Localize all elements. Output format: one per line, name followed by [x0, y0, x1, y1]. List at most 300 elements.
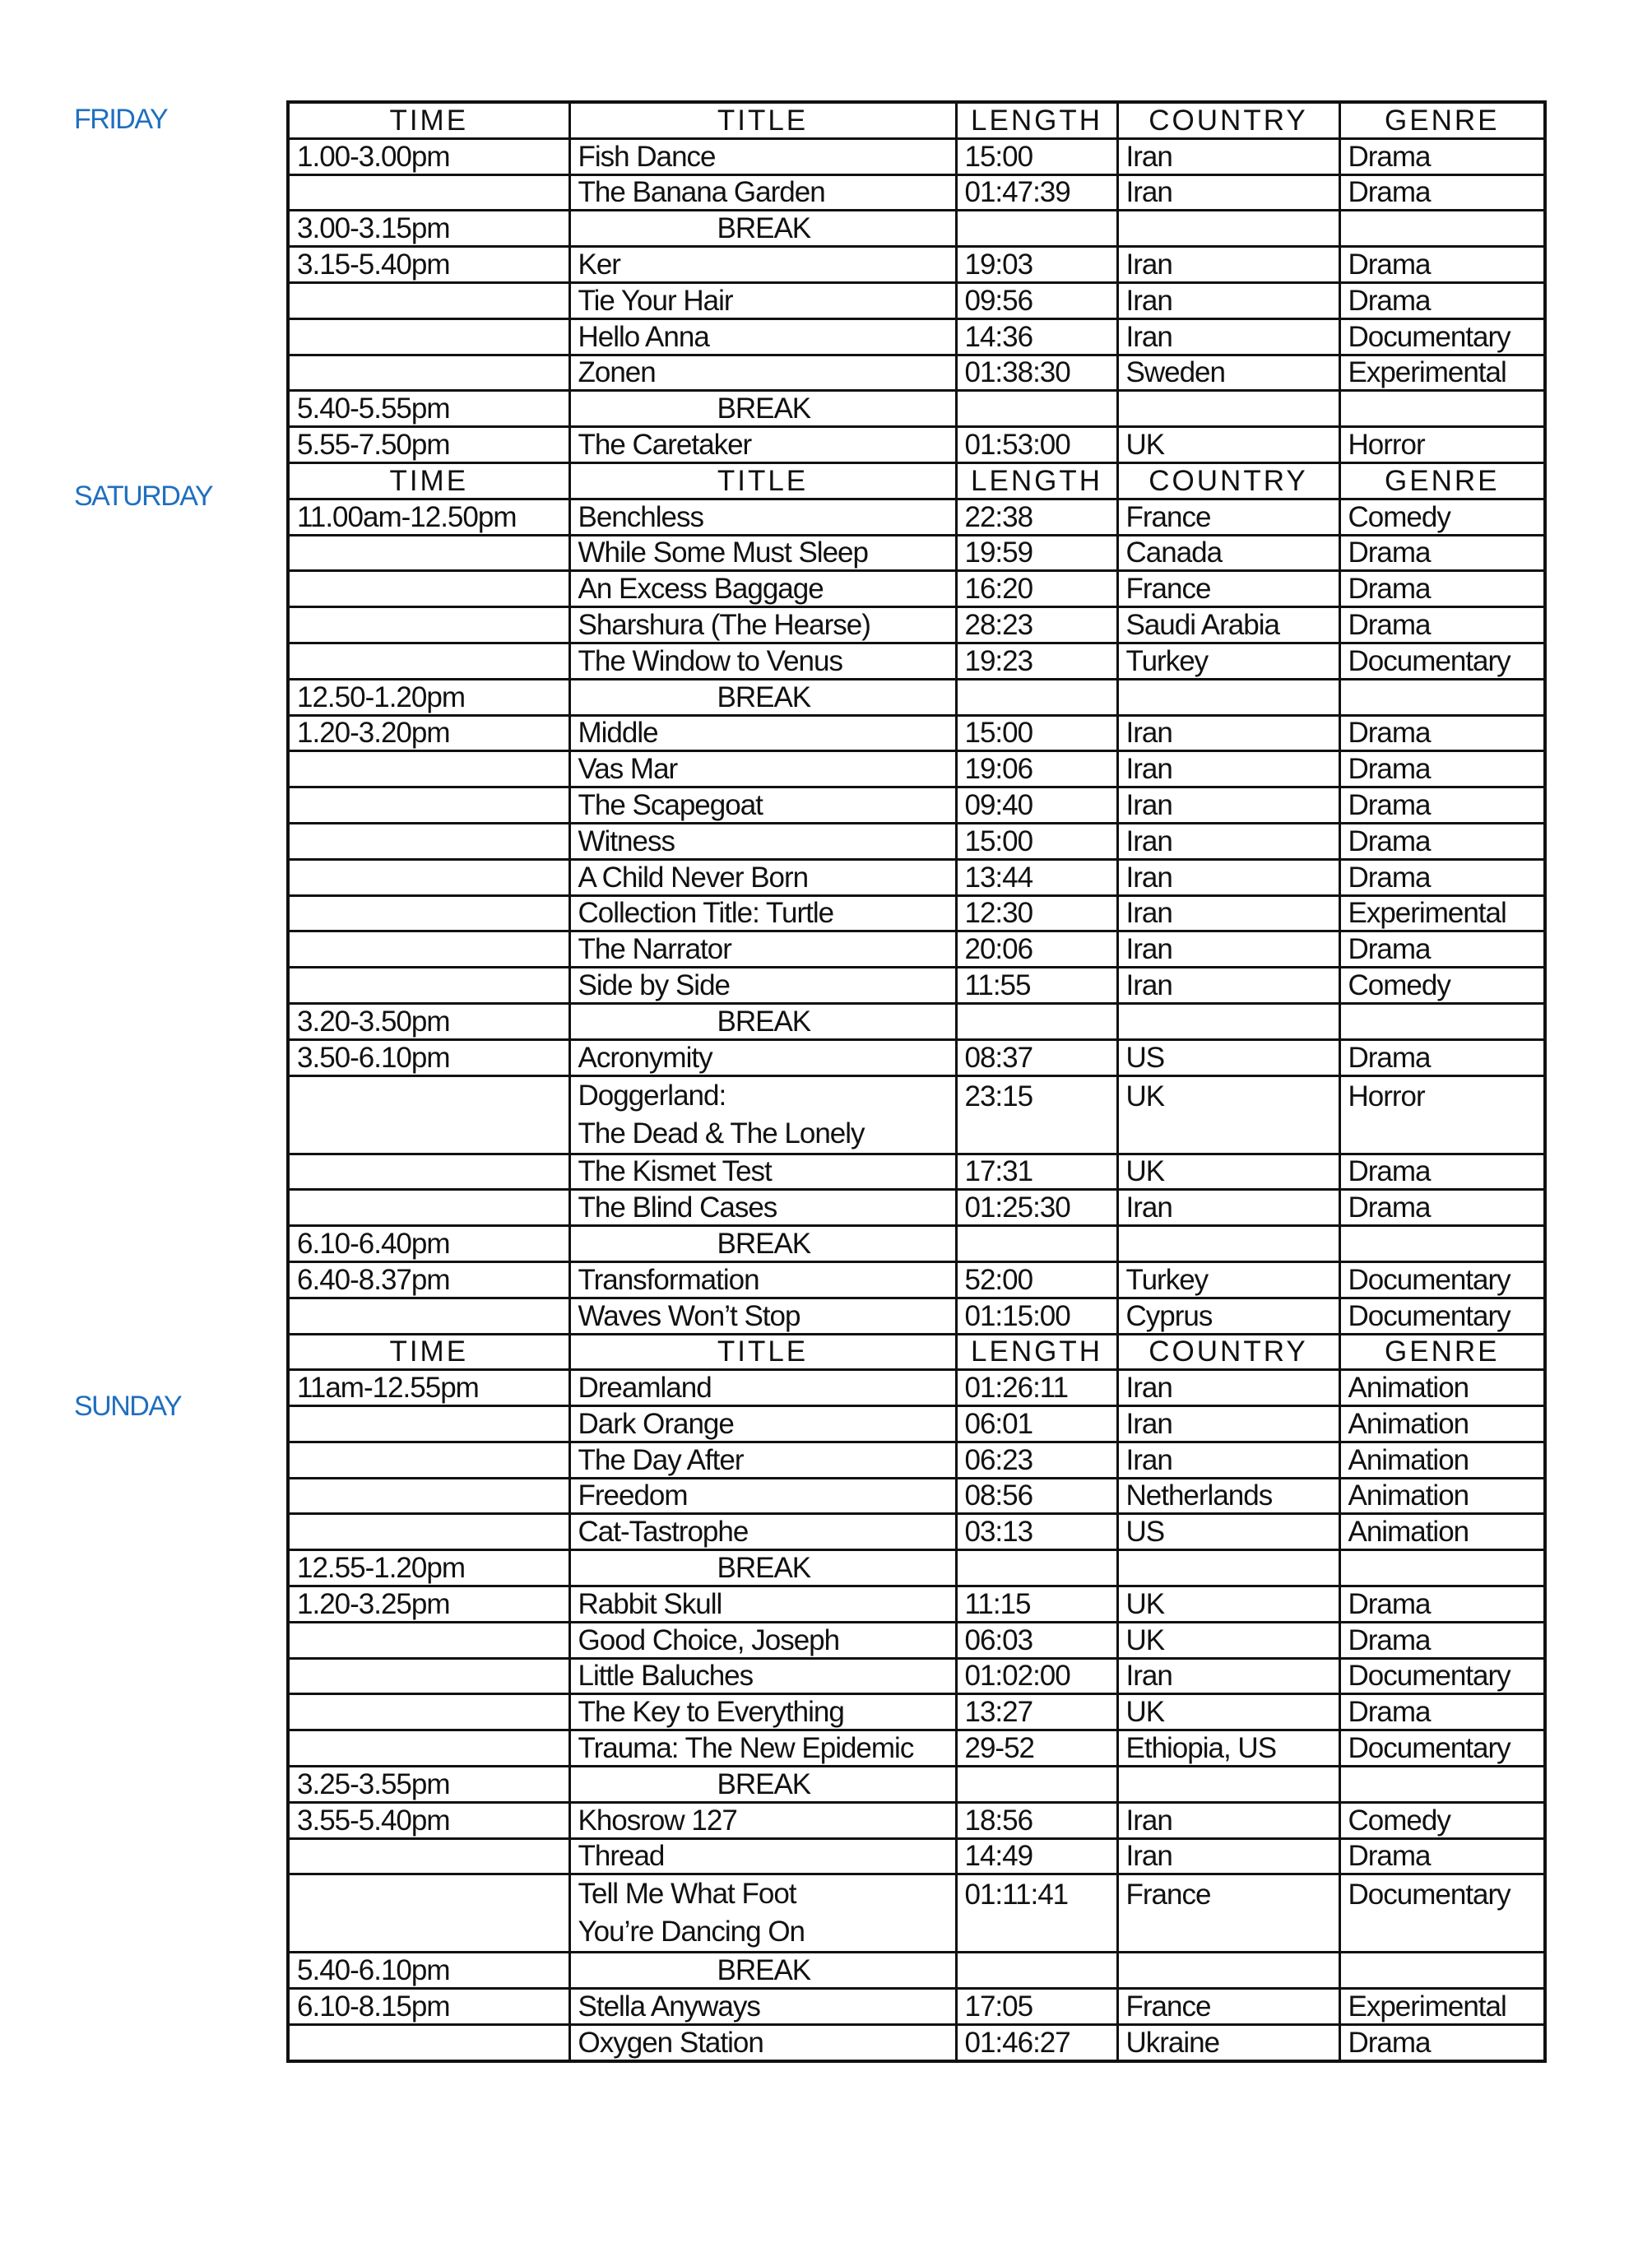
genre-cell: Comedy [1339, 1802, 1545, 1838]
genre-cell: Drama [1339, 1154, 1545, 1190]
time-cell: 3.55-5.40pm [288, 1802, 569, 1838]
table-row [288, 355, 1545, 391]
genre-cell [1339, 1226, 1545, 1262]
country-cell: Ethiopia, US [1117, 1730, 1339, 1767]
title-line: You’re Dancing On [578, 1916, 805, 1948]
country-cell: Cyprus [1117, 1298, 1339, 1334]
table-row [288, 1478, 1545, 1514]
length-cell [956, 1003, 1117, 1039]
title-cell: Good Choice, Joseph [569, 1622, 956, 1658]
header-genre: GENRE [1339, 102, 1545, 138]
break-row [288, 1767, 1545, 1803]
header-row-sunday [288, 1334, 1545, 1370]
time-cell [288, 1190, 569, 1226]
length-cell [956, 211, 1117, 247]
length-cell [956, 1767, 1117, 1803]
length-cell: 14:49 [956, 1838, 1117, 1874]
length-cell: 09:56 [956, 282, 1117, 318]
country-cell: Iran [1117, 859, 1339, 895]
table-row [288, 1039, 1545, 1075]
country-cell: Iran [1117, 895, 1339, 931]
table-row [288, 1406, 1545, 1442]
title-cell: While Some Must Sleep [569, 535, 956, 571]
length-cell: 14:36 [956, 318, 1117, 355]
table-row [288, 931, 1545, 968]
table-row [288, 607, 1545, 643]
time-cell: 1.20-3.25pm [288, 1586, 569, 1623]
time-cell [288, 174, 569, 211]
time-cell [288, 1406, 569, 1442]
title-cell: The Scapegoat [569, 787, 956, 824]
genre-cell: Documentary [1339, 1658, 1545, 1694]
genre-cell [1339, 1550, 1545, 1586]
country-cell: Iran [1117, 138, 1339, 174]
genre-cell: Animation [1339, 1478, 1545, 1514]
header-title: TITLE [569, 102, 956, 138]
title-cell: Stella Anyways [569, 1989, 956, 2025]
country-cell: Iran [1117, 282, 1339, 318]
genre-cell [1339, 391, 1545, 427]
genre-cell: Drama [1339, 1586, 1545, 1623]
header-time: TIME [288, 1334, 569, 1370]
time-cell [288, 1298, 569, 1334]
country-cell: Iran [1117, 1838, 1339, 1874]
break-row [288, 679, 1545, 715]
table-row [288, 427, 1545, 463]
table-row [288, 138, 1545, 174]
title-cell: Fish Dance [569, 138, 956, 174]
time-cell [288, 643, 569, 679]
schedule-table [286, 100, 1547, 2063]
genre-cell: Animation [1339, 1514, 1545, 1550]
length-cell: 01:11:41 [956, 1874, 1117, 1953]
length-cell: 03:13 [956, 1514, 1117, 1550]
table-row [288, 968, 1545, 1004]
country-cell: France [1117, 499, 1339, 535]
length-cell: 01:25:30 [956, 1190, 1117, 1226]
title-cell: Khosrow 127 [569, 1802, 956, 1838]
country-cell: Iran [1117, 968, 1339, 1004]
length-cell: 06:23 [956, 1442, 1117, 1478]
time-cell [288, 823, 569, 859]
country-cell: Iran [1117, 715, 1339, 751]
genre-cell: Comedy [1339, 968, 1545, 1004]
title-cell: The Caretaker [569, 427, 956, 463]
table-row [288, 715, 1545, 751]
time-cell [288, 1838, 569, 1874]
country-cell [1117, 1003, 1339, 1039]
table-row [288, 1730, 1545, 1767]
length-cell: 19:59 [956, 535, 1117, 571]
title-cell: Tie Your Hair [569, 282, 956, 318]
length-cell: 15:00 [956, 823, 1117, 859]
title-cell: Waves Won’t Stop [569, 1298, 956, 1334]
time-cell: 5.40-6.10pm [288, 1953, 569, 1989]
title-line: Doggerland: [578, 1079, 726, 1112]
title-cell: BREAK [569, 1003, 956, 1039]
title-cell: The Kismet Test [569, 1154, 956, 1190]
time-cell: 12.50-1.20pm [288, 679, 569, 715]
time-cell [288, 2025, 569, 2061]
genre-cell: Drama [1339, 715, 1545, 751]
title-cell: The Key to Everything [569, 1694, 956, 1730]
genre-cell: Drama [1339, 823, 1545, 859]
length-cell: 52:00 [956, 1261, 1117, 1298]
length-cell: 17:05 [956, 1989, 1117, 2025]
genre-cell: Experimental [1339, 355, 1545, 391]
length-cell [956, 391, 1117, 427]
title-cell: BREAK [569, 211, 956, 247]
country-cell [1117, 391, 1339, 427]
time-cell [288, 571, 569, 607]
genre-cell [1339, 1767, 1545, 1803]
table-row [288, 247, 1545, 283]
length-cell: 06:03 [956, 1622, 1117, 1658]
genre-cell: Horror [1339, 427, 1545, 463]
time-cell [288, 282, 569, 318]
title-cell: BREAK [569, 1953, 956, 1989]
genre-cell: Animation [1339, 1406, 1545, 1442]
time-cell [288, 968, 569, 1004]
length-cell: 23:15 [956, 1075, 1117, 1154]
title-cell: Side by Side [569, 968, 956, 1004]
country-cell: Turkey [1117, 1261, 1339, 1298]
country-cell: Sweden [1117, 355, 1339, 391]
genre-cell: Drama [1339, 787, 1545, 824]
genre-cell: Comedy [1339, 499, 1545, 535]
table-row [288, 1075, 1545, 1154]
country-cell: Iran [1117, 823, 1339, 859]
country-cell: UK [1117, 427, 1339, 463]
table-row [288, 1838, 1545, 1874]
genre-cell: Animation [1339, 1442, 1545, 1478]
length-cell [956, 1953, 1117, 1989]
table-row [288, 1622, 1545, 1658]
genre-cell: Drama [1339, 2025, 1545, 2061]
genre-cell: Documentary [1339, 643, 1545, 679]
table-row [288, 571, 1545, 607]
break-row [288, 1550, 1545, 1586]
time-cell: 3.15-5.40pm [288, 247, 569, 283]
length-cell [956, 1226, 1117, 1262]
table-row [288, 1586, 1545, 1623]
title-cell: Oxygen Station [569, 2025, 956, 2061]
length-cell: 22:38 [956, 499, 1117, 535]
genre-cell: Documentary [1339, 318, 1545, 355]
country-cell: Iran [1117, 318, 1339, 355]
header-length: LENGTH [956, 462, 1117, 499]
genre-cell: Experimental [1339, 1989, 1545, 2025]
genre-cell: Drama [1339, 282, 1545, 318]
table-row [288, 1370, 1545, 1406]
title-cell: An Excess Baggage [569, 571, 956, 607]
country-cell: UK [1117, 1622, 1339, 1658]
length-cell: 08:56 [956, 1478, 1117, 1514]
country-cell [1117, 679, 1339, 715]
table-row [288, 535, 1545, 571]
header-time: TIME [288, 462, 569, 499]
country-cell: Iran [1117, 931, 1339, 968]
time-cell [288, 607, 569, 643]
time-cell [288, 1658, 569, 1694]
table-row [288, 1989, 1545, 2025]
title-cell: Sharshura (The Hearse) [569, 607, 956, 643]
genre-cell [1339, 679, 1545, 715]
time-cell [288, 751, 569, 787]
title-cell: BREAK [569, 1226, 956, 1262]
length-cell: 12:30 [956, 895, 1117, 931]
genre-cell: Documentary [1339, 1298, 1545, 1334]
genre-cell: Drama [1339, 1838, 1545, 1874]
time-cell: 11.00am-12.50pm [288, 499, 569, 535]
genre-cell [1339, 211, 1545, 247]
table-row [288, 1658, 1545, 1694]
time-cell [288, 787, 569, 824]
country-cell: Canada [1117, 535, 1339, 571]
title-cell: Witness [569, 823, 956, 859]
length-cell: 11:15 [956, 1586, 1117, 1623]
time-cell [288, 1694, 569, 1730]
title-cell: Cat-Tastrophe [569, 1514, 956, 1550]
genre-cell: Documentary [1339, 1874, 1545, 1953]
length-cell: 19:23 [956, 643, 1117, 679]
title-cell: The Banana Garden [569, 174, 956, 211]
title-cell: The Blind Cases [569, 1190, 956, 1226]
country-cell: US [1117, 1039, 1339, 1075]
title-cell: Hello Anna [569, 318, 956, 355]
table-row [288, 643, 1545, 679]
country-cell: Turkey [1117, 643, 1339, 679]
time-cell [288, 535, 569, 571]
title-cell [569, 1075, 956, 1154]
header-country: COUNTRY [1117, 1334, 1339, 1370]
title-cell: The Narrator [569, 931, 956, 968]
time-cell: 5.40-5.55pm [288, 391, 569, 427]
header-length: LENGTH [956, 1334, 1117, 1370]
time-cell: 6.10-8.15pm [288, 1989, 569, 2025]
title-cell: Trauma: The New Epidemic [569, 1730, 956, 1767]
country-cell: Iran [1117, 1658, 1339, 1694]
header-genre: GENRE [1339, 1334, 1545, 1370]
header-row-saturday [288, 462, 1545, 499]
genre-cell: Horror [1339, 1075, 1545, 1154]
country-cell [1117, 1953, 1339, 1989]
time-cell: 5.55-7.50pm [288, 427, 569, 463]
time-cell: 1.00-3.00pm [288, 138, 569, 174]
time-cell [288, 1874, 569, 1953]
country-cell: Saudi Arabia [1117, 607, 1339, 643]
country-cell: Iran [1117, 1406, 1339, 1442]
title-cell [569, 1874, 956, 1953]
length-cell: 28:23 [956, 607, 1117, 643]
genre-cell [1339, 1003, 1545, 1039]
table-row [288, 823, 1545, 859]
genre-cell: Drama [1339, 571, 1545, 607]
country-cell: Iran [1117, 787, 1339, 824]
time-cell [288, 895, 569, 931]
country-cell: France [1117, 1874, 1339, 1953]
title-cell: BREAK [569, 1767, 956, 1803]
length-cell: 01:26:11 [956, 1370, 1117, 1406]
time-cell [288, 1622, 569, 1658]
schedule-body [288, 102, 1545, 2061]
country-cell [1117, 1767, 1339, 1803]
country-cell: Iran [1117, 751, 1339, 787]
header-row-friday [288, 102, 1545, 138]
header-title: TITLE [569, 462, 956, 499]
genre-cell: Drama [1339, 1694, 1545, 1730]
title-cell: Dark Orange [569, 1406, 956, 1442]
table-row [288, 282, 1545, 318]
table-row [288, 1694, 1545, 1730]
title-cell: Acronymity [569, 1039, 956, 1075]
break-row [288, 1226, 1545, 1262]
time-cell [288, 931, 569, 968]
length-cell: 11:55 [956, 968, 1117, 1004]
genre-cell: Drama [1339, 1039, 1545, 1075]
title-cell: Dreamland [569, 1370, 956, 1406]
genre-cell: Documentary [1339, 1730, 1545, 1767]
country-cell: Iran [1117, 247, 1339, 283]
country-cell: Iran [1117, 1802, 1339, 1838]
length-cell: 16:20 [956, 571, 1117, 607]
time-cell [288, 1514, 569, 1550]
table-row [288, 787, 1545, 824]
length-cell: 15:00 [956, 715, 1117, 751]
length-cell: 17:31 [956, 1154, 1117, 1190]
genre-cell: Drama [1339, 174, 1545, 211]
time-cell [288, 318, 569, 355]
table-row [288, 895, 1545, 931]
length-cell: 19:06 [956, 751, 1117, 787]
length-cell: 01:46:27 [956, 2025, 1117, 2061]
header-time: TIME [288, 102, 569, 138]
title-cell: BREAK [569, 679, 956, 715]
genre-cell: Drama [1339, 1622, 1545, 1658]
table-row [288, 1802, 1545, 1838]
title-cell: Ker [569, 247, 956, 283]
title-line: Tell Me What Foot [578, 1878, 796, 1911]
country-cell [1117, 1550, 1339, 1586]
genre-cell: Drama [1339, 931, 1545, 968]
genre-cell: Drama [1339, 1190, 1545, 1226]
break-row [288, 391, 1545, 427]
header-country: COUNTRY [1117, 462, 1339, 499]
time-cell: 6.10-6.40pm [288, 1226, 569, 1262]
length-cell: 08:37 [956, 1039, 1117, 1075]
time-cell [288, 1442, 569, 1478]
country-cell: Iran [1117, 1442, 1339, 1478]
title-cell: Zonen [569, 355, 956, 391]
genre-cell: Documentary [1339, 1261, 1545, 1298]
country-cell: Iran [1117, 174, 1339, 211]
country-cell: Iran [1117, 1370, 1339, 1406]
genre-cell: Animation [1339, 1370, 1545, 1406]
table-row [288, 1190, 1545, 1226]
time-cell [288, 1478, 569, 1514]
length-cell: 01:47:39 [956, 174, 1117, 211]
table-row [288, 1514, 1545, 1550]
time-cell: 3.50-6.10pm [288, 1039, 569, 1075]
title-cell: Middle [569, 715, 956, 751]
title-cell: BREAK [569, 1550, 956, 1586]
country-cell [1117, 1226, 1339, 1262]
break-row [288, 1953, 1545, 1989]
title-cell: Collection Title: Turtle [569, 895, 956, 931]
table-row [288, 499, 1545, 535]
table-row [288, 318, 1545, 355]
country-cell: UK [1117, 1586, 1339, 1623]
genre-cell: Drama [1339, 535, 1545, 571]
genre-cell [1339, 1953, 1545, 1989]
table-row [288, 751, 1545, 787]
break-row [288, 1003, 1545, 1039]
time-cell [288, 1075, 569, 1154]
title-cell: Vas Mar [569, 751, 956, 787]
time-cell: 3.00-3.15pm [288, 211, 569, 247]
genre-cell: Experimental [1339, 895, 1545, 931]
table-row [288, 1261, 1545, 1298]
country-cell: UK [1117, 1694, 1339, 1730]
title-cell: The Window to Venus [569, 643, 956, 679]
title-cell: Thread [569, 1838, 956, 1874]
length-cell: 29-52 [956, 1730, 1117, 1767]
title-cell: Rabbit Skull [569, 1586, 956, 1623]
table-row [288, 1874, 1545, 1953]
country-cell: France [1117, 571, 1339, 607]
length-cell: 09:40 [956, 787, 1117, 824]
day-label-friday: FRIDAY [74, 104, 168, 135]
length-cell: 01:38:30 [956, 355, 1117, 391]
time-cell [288, 1730, 569, 1767]
length-cell: 01:02:00 [956, 1658, 1117, 1694]
header-title: TITLE [569, 1334, 956, 1370]
country-cell: Ukraine [1117, 2025, 1339, 2061]
title-line: The Dead & The Lonely [578, 1117, 865, 1150]
length-cell: 13:44 [956, 859, 1117, 895]
time-cell: 11am-12.55pm [288, 1370, 569, 1406]
genre-cell: Drama [1339, 607, 1545, 643]
country-cell: Netherlands [1117, 1478, 1339, 1514]
country-cell: UK [1117, 1154, 1339, 1190]
table-row [288, 1298, 1545, 1334]
table-row [288, 1154, 1545, 1190]
length-cell: 13:27 [956, 1694, 1117, 1730]
table-row [288, 859, 1545, 895]
country-cell: UK [1117, 1075, 1339, 1154]
country-cell: France [1117, 1989, 1339, 2025]
length-cell: 01:53:00 [956, 427, 1117, 463]
genre-cell: Drama [1339, 138, 1545, 174]
title-cell: A Child Never Born [569, 859, 956, 895]
title-cell: BREAK [569, 391, 956, 427]
time-cell: 1.20-3.20pm [288, 715, 569, 751]
genre-cell: Drama [1339, 247, 1545, 283]
break-row [288, 211, 1545, 247]
day-label-saturday: SATURDAY [74, 481, 213, 512]
length-cell: 18:56 [956, 1802, 1117, 1838]
time-cell: 12.55-1.20pm [288, 1550, 569, 1586]
time-cell: 3.20-3.50pm [288, 1003, 569, 1039]
length-cell: 06:01 [956, 1406, 1117, 1442]
time-cell: 3.25-3.55pm [288, 1767, 569, 1803]
country-cell [1117, 211, 1339, 247]
length-cell [956, 1550, 1117, 1586]
title-cell: Benchless [569, 499, 956, 535]
country-cell: Iran [1117, 1190, 1339, 1226]
length-cell: 20:06 [956, 931, 1117, 968]
genre-cell: Drama [1339, 751, 1545, 787]
